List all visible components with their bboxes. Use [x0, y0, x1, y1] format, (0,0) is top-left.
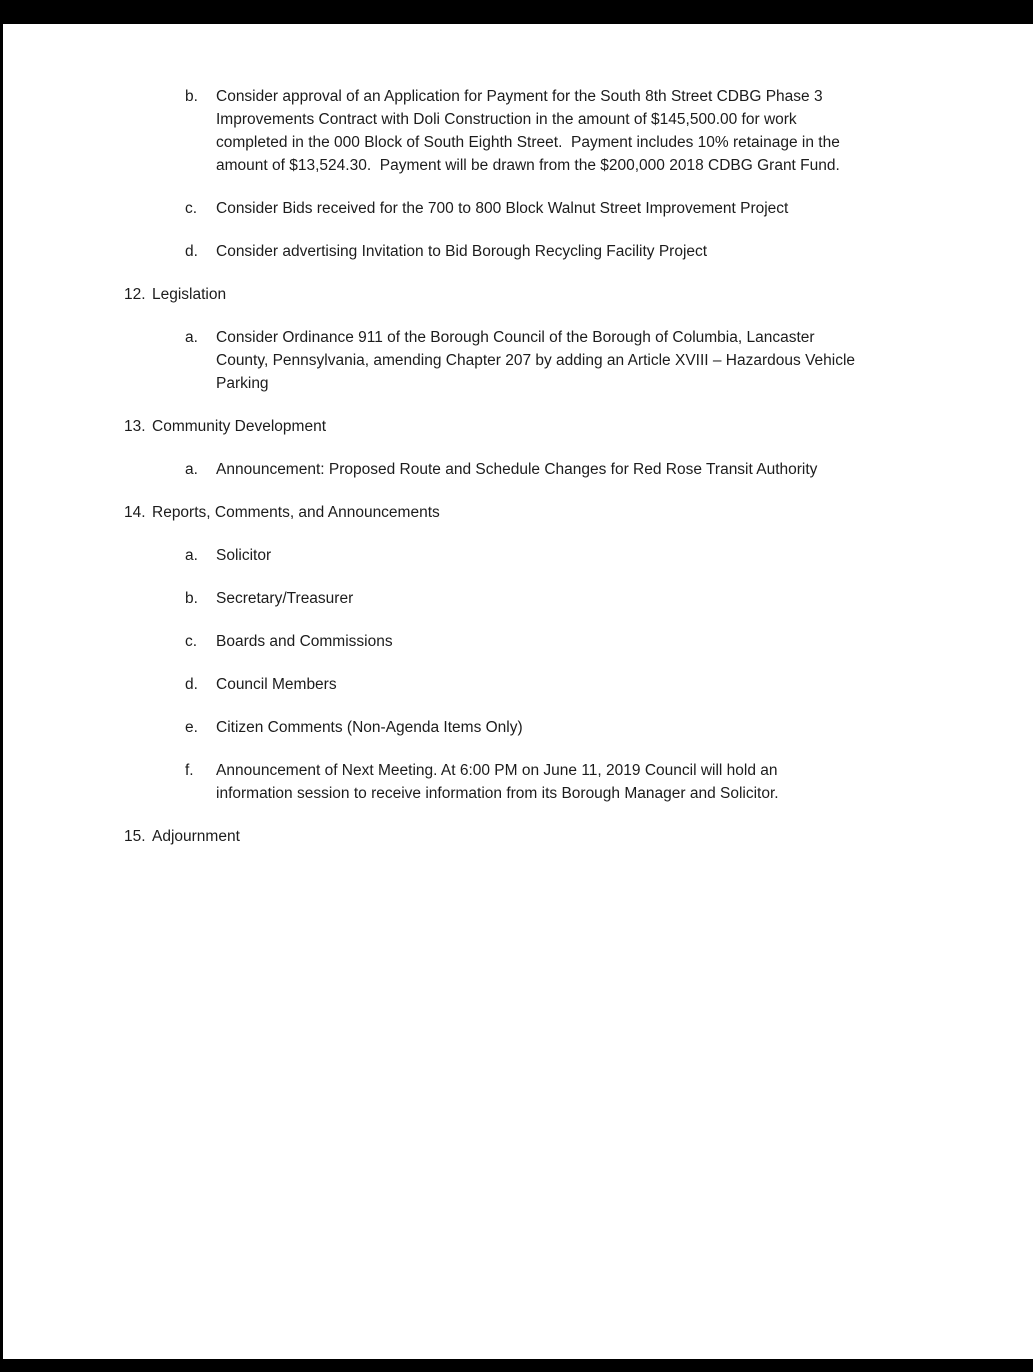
section-heading-adjournment [0, 825, 1033, 848]
item-text-line: Consider advertising Invitation to Bid Borough Recycling Facility Project [216, 243, 708, 260]
agenda-item [0, 630, 1033, 653]
item-text-line: Solicitor [216, 547, 272, 564]
section-number: 14. [124, 504, 146, 521]
item-text-line: Announcement of Next Meeting. At 6:00 PM on June 11, 2019 Council will hold an [216, 762, 778, 779]
scan-border-bottom [0, 1359, 1033, 1372]
item-text-line: County, Pennsylvania, amending Chapter 207 by adding an Article XVIII – Hazardous Vehicle [216, 352, 856, 369]
section-heading-community-development [0, 415, 1033, 438]
agenda-item [0, 197, 1033, 220]
item-text-line: amount of $13,524.30. Payment will be drawn from the $200,000 2018 CDBG Grant Fund. [216, 157, 840, 174]
section-number: 15. [124, 828, 146, 845]
item-text-line: Citizen Comments (Non-Agenda Items Only) [216, 719, 523, 736]
item-letter: c. [185, 633, 198, 650]
item-letter: c. [185, 200, 198, 217]
section-number: 12. [124, 286, 146, 303]
agenda-item [0, 544, 1033, 567]
item-letter: d. [185, 243, 198, 260]
item-text-line: Improvements Contract with Doli Construction in the amount of $145,500.00 for work [216, 111, 797, 128]
item-text-line: completed in the 000 Block of South Eighth Street. Payment includes 10% retainage in the [216, 134, 840, 151]
agenda-item [0, 85, 1033, 177]
agenda-item [0, 240, 1033, 263]
agenda-item [0, 673, 1033, 696]
item-text-line: Consider approval of an Application for Payment for the South 8th Street CDBG Phase 3 [216, 88, 823, 105]
section-title: Community Development [152, 418, 327, 435]
item-text-line: information session to receive information from its Borough Manager and Solicitor. [216, 785, 779, 802]
agenda-item [0, 458, 1033, 481]
item-letter: d. [185, 676, 198, 693]
item-letter: a. [185, 329, 198, 346]
section-heading-reports [0, 501, 1033, 524]
item-text-line: Consider Bids received for the 700 to 800 Block Walnut Street Improvement Project [216, 200, 789, 217]
item-letter: b. [185, 88, 198, 105]
item-letter: b. [185, 590, 198, 607]
agenda-content [0, 85, 1033, 868]
agenda-item [0, 587, 1033, 610]
section-title: Legislation [152, 286, 227, 303]
item-text-line: Announcement: Proposed Route and Schedule Changes for Red Rose Transit Authority [216, 461, 818, 478]
agenda-item [0, 326, 1033, 395]
item-letter: e. [185, 719, 198, 736]
item-letter: a. [185, 547, 198, 564]
section-title: Reports, Comments, and Announcements [152, 504, 440, 521]
scan-border-top [0, 0, 1033, 24]
section-heading-legislation [0, 283, 1033, 306]
item-text-line: Parking [216, 375, 269, 392]
item-text-line: Boards and Commissions [216, 633, 393, 650]
item-text-line: Secretary/Treasurer [216, 590, 354, 607]
item-letter: f. [185, 762, 194, 779]
item-letter: a. [185, 461, 198, 478]
item-text-line: Council Members [216, 676, 337, 693]
section-title: Adjournment [152, 828, 240, 845]
section-number: 13. [124, 418, 146, 435]
agenda-item [0, 759, 1033, 805]
item-text-line: Consider Ordinance 911 of the Borough Council of the Borough of Columbia, Lancaster [216, 329, 815, 346]
agenda-item [0, 716, 1033, 739]
